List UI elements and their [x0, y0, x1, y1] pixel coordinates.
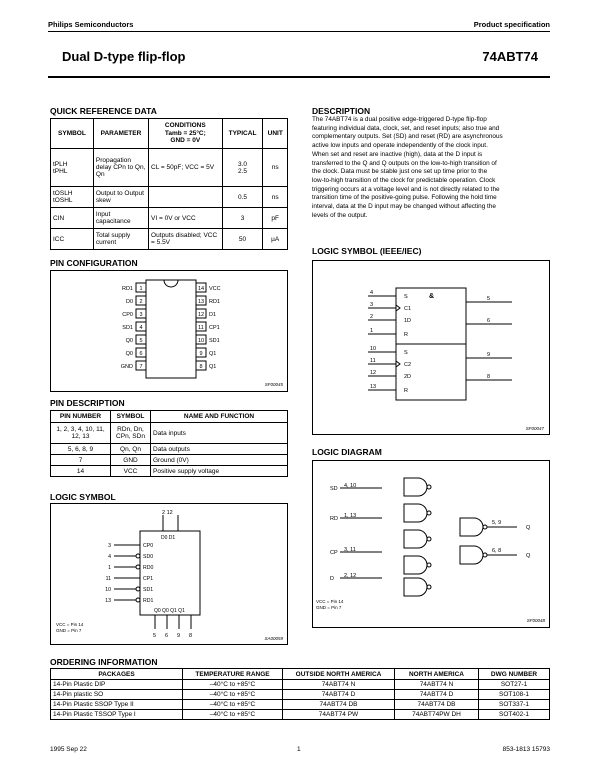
qrd-row: [51, 149, 288, 187]
description-body: [312, 116, 552, 220]
ld-gate-bubble: [483, 525, 487, 529]
pin-number: 1, 2, 3, 4, 10, 11, 12, 13: [51, 423, 111, 444]
pin-number: 5, 6, 8, 9: [51, 444, 111, 455]
qrd-row: [51, 187, 288, 208]
ieee-input-num: 2: [370, 314, 374, 320]
ord-row: 14-Pin Plastic SSOP Type II –40°C to +85°C 74ABT74 DB 74ABT74 DB SOT337-1: [51, 700, 550, 710]
ls-input-num: 13: [105, 598, 111, 604]
pin-label-right: VCC: [209, 286, 221, 292]
pin-number-left: 1: [139, 286, 143, 292]
pin-label-left: RD1: [121, 286, 133, 292]
pin-desc-col2: SYMBOL: [111, 411, 151, 423]
ld-gnd-note: GND = Pin 7: [316, 605, 342, 610]
logic-diagram: [312, 460, 550, 628]
ls-gnd-note: GND = Pin 7: [56, 628, 82, 633]
ld-gate-bubble: [427, 511, 431, 515]
ieee-input-num: 12: [370, 370, 377, 376]
qrd-cond: Outputs disabled; VCC = 5.5V: [149, 229, 223, 250]
ls-output-num: 6: [165, 633, 169, 639]
description-heading: DESCRIPTION: [312, 106, 371, 116]
ls-input-num: 4: [108, 554, 111, 560]
pin-config-diagram: [50, 270, 288, 392]
ieee-input-num: 4: [370, 290, 374, 296]
part-number: 74ABT74: [482, 49, 538, 64]
pin-label-left: Q0: [125, 351, 133, 357]
pin-desc-col1: PIN NUMBER: [51, 411, 111, 423]
qrd-param: Total supply current: [93, 229, 148, 250]
footer-code: 853-1813 15793: [502, 746, 550, 753]
qrd-unit: µA: [263, 229, 288, 250]
ls-code: SA00059: [264, 636, 283, 641]
description-line: low-to-high transition of the clock for predictable operation. Clock: [312, 176, 496, 184]
page-title: Dual D-type flip-flop: [62, 49, 186, 64]
description-line: transferred to the Q and Q outputs on the low-to-high transition of: [312, 159, 497, 167]
ord-col: NORTH AMERICA: [395, 669, 479, 680]
pin-label-right: D1: [209, 312, 217, 318]
ld-nand-gate: [404, 556, 427, 574]
ls-bubble: [136, 587, 140, 591]
pin-number-right: 9: [199, 351, 203, 357]
ls-input-label: SD1: [143, 587, 154, 593]
ieee-input-num: 13: [370, 384, 377, 390]
pin-label-left: GND: [120, 364, 133, 370]
ieee-output-num: 5: [487, 296, 491, 302]
logic-symbol-diagram: [50, 503, 288, 645]
ieee-clock-mark: [396, 361, 400, 367]
pin-label-left: CP0: [122, 312, 133, 318]
footer-page: 1: [297, 746, 301, 753]
pin-number: 14: [51, 466, 111, 477]
qrd-symbol: CIN: [51, 208, 94, 229]
pin-number-left: 7: [139, 364, 143, 370]
ld-input-name: D: [330, 576, 334, 582]
ieee-heading: LOGIC SYMBOL (IEEE/IEC): [312, 246, 422, 256]
pin-desc-col3: NAME AND FUNCTION: [151, 411, 288, 423]
ld-qn-pins: 6, 8: [492, 548, 502, 554]
ld-input-name: RD: [330, 516, 338, 522]
pin-number-left: 6: [139, 351, 143, 357]
description-line: triggering occurs at a voltage level and is not directly related to the: [312, 185, 500, 193]
company-name: Philips Semiconductors: [48, 20, 134, 29]
qrd-cond: [149, 187, 223, 208]
logic-diagram-heading: LOGIC DIAGRAM: [312, 447, 382, 457]
ls-input-num: 10: [105, 587, 111, 593]
ieee-input-label: S: [404, 294, 408, 300]
ld-input-name: SD: [330, 486, 338, 492]
ld-nand-gate: [404, 478, 427, 496]
description-line: When set and reset are inactive (high), data at the D input is: [312, 150, 483, 158]
ieee-input-label: R: [404, 388, 408, 394]
qrd-unit: ns: [263, 149, 288, 187]
ld-qn-label: Q: [526, 553, 531, 559]
description-line: interval, data at the D input may be changed without affecting the: [312, 203, 496, 211]
pin-number-left: 3: [139, 312, 143, 318]
pin-label-left: Q0: [125, 338, 133, 344]
qrd-row: [51, 208, 288, 229]
ls-input-label: RD0: [143, 565, 154, 571]
ls-output-num: 5: [153, 633, 157, 639]
qrd-table: [50, 118, 288, 250]
ieee-input-num: 11: [370, 358, 376, 364]
pin-number-left: 2: [139, 299, 143, 305]
ld-q-label: Q: [526, 525, 531, 531]
pin-function: Data inputs: [151, 423, 288, 444]
ls-output-num: 8: [189, 633, 193, 639]
ls-output-num: 9: [177, 633, 181, 639]
qrd-typ: 50: [222, 229, 263, 250]
ld-input-pins: 4, 10: [344, 483, 357, 489]
ieee-input-label: C2: [404, 362, 412, 368]
pin-symbol: GND: [111, 455, 151, 466]
pin-config-heading: PIN CONFIGURATION: [50, 258, 138, 268]
pin-label-left: D0: [125, 299, 133, 305]
pin-number: 7: [51, 455, 111, 466]
description-line: the clock. Data must be stable just one set up time prior to the: [312, 168, 488, 176]
qrd-param: Propagation delay CPn to Qn, Qn: [93, 149, 148, 187]
description-line: active low inputs and operate independently of the clock input.: [312, 142, 488, 150]
qrd-typ: 3: [222, 208, 263, 229]
ld-nand-gate: [404, 504, 427, 522]
pin-number-left: 5: [139, 338, 143, 344]
ld-nand-gate: [460, 546, 483, 564]
ld-gate-bubble: [427, 537, 431, 541]
ld-input-pins: 1, 13: [344, 513, 357, 519]
pin-symbol: RDn, Dn, CPn, SDn: [111, 423, 151, 444]
pin-label-left: SD1: [122, 325, 133, 331]
qrd-symbol: ICC: [51, 229, 94, 250]
pin-label-right: Q1: [209, 364, 217, 370]
pin-function: Positive supply voltage: [151, 466, 288, 477]
pin-number-right: 10: [197, 338, 205, 344]
ld-gate-bubble: [483, 553, 487, 557]
qrd-typ: 0.5: [222, 187, 263, 208]
qrd-unit: pF: [263, 208, 288, 229]
description-line: The 74ABT74 is a dual positive edge-triggered D-type flip-flop: [312, 116, 487, 123]
pin-number-right: 13: [197, 299, 205, 305]
ieee-input-label: C1: [404, 306, 412, 312]
ieee-output-num: 6: [487, 318, 491, 324]
ord-col: TEMPERATURE RANGE: [183, 669, 283, 680]
footer-date: 1995 Sep 22: [50, 746, 87, 753]
ieee-code: SF00047: [525, 426, 544, 431]
qrd-typ: 3.0 2.5: [222, 149, 263, 187]
qrd-row: [51, 229, 288, 250]
ls-input-label: RD1: [143, 598, 154, 604]
ls-input-label: CP1: [143, 576, 154, 582]
ld-input-pins: 2, 12: [344, 573, 357, 579]
pin-label-right: Q1: [209, 351, 217, 357]
pin-function: Ground (0V): [151, 455, 288, 466]
ieee-input-num: 1: [370, 328, 374, 334]
pin-desc-row: [51, 423, 288, 444]
qrd-unit: ns: [263, 187, 288, 208]
pin-desc-row: [51, 444, 288, 455]
ld-input-name: CP: [330, 550, 338, 556]
ieee-input-label: 1D: [404, 318, 412, 324]
pin-label-right: RD1: [209, 299, 221, 305]
qrd-symbol: tPLH tPHL: [51, 149, 94, 187]
ieee-clock-mark: [396, 305, 400, 311]
qrd-param: Input capacitance: [93, 208, 148, 229]
ld-nand-gate: [460, 518, 483, 536]
ieee-input-label: R: [404, 332, 408, 338]
pin-label-right: SD1: [209, 338, 220, 344]
ord-col: DWG NUMBER: [479, 669, 550, 680]
pin-number-right: 14: [197, 286, 205, 292]
ld-gate-bubble: [427, 585, 431, 589]
header-rule: [48, 31, 550, 32]
ls-input-num: 11: [105, 576, 111, 582]
ls-bottom-labels: Q0 Q0 Q1 Q1: [154, 608, 185, 614]
ld-input-pins: 3, 11: [344, 547, 356, 553]
ordering-heading: ORDERING INFORMATION: [50, 657, 158, 667]
ieee-input-label: S: [404, 350, 408, 356]
description-line: levels of the output.: [312, 211, 368, 219]
ls-top-labels: D0 D1: [161, 535, 176, 541]
qrd-col-cond: CONDITIONS Tamb = 25°C; GND = 0V: [149, 119, 223, 149]
ieee-input-label: 2D: [404, 374, 412, 380]
qrd-param: Output to Output skew: [93, 187, 148, 208]
ld-q-pins: 5, 9: [492, 520, 502, 526]
ls-input-label: CP0: [143, 543, 154, 549]
ord-row: 14-Pin Plastic TSSOP Type I –40°C to +85°C 74ABT74 PW 74ABT74PW DH SOT402-1: [51, 710, 550, 720]
ord-col: PACKAGES: [51, 669, 183, 680]
ieee-input-num: 10: [370, 346, 377, 352]
ls-input-label: SD0: [143, 554, 154, 560]
pin-number-right: 11: [198, 325, 204, 331]
ord-row: 14-Pin plastic SO –40°C to +85°C 74ABT74 D 74ABT74 D SOT108-1: [51, 690, 550, 700]
doc-type: Product specification: [473, 20, 550, 29]
pin-symbol: Qn, Qn: [111, 444, 151, 455]
qrd-col-symbol: SYMBOL: [51, 119, 94, 149]
ld-nand-gate: [404, 530, 427, 548]
description-line: transition time of the positive-going pulse. Following the hold time: [312, 194, 497, 202]
description-line: complementary outputs. Set (SD) and reset (RD) are asynchronous: [312, 133, 503, 141]
qrd-cond: CL = 50pF; VCC = 5V: [149, 149, 223, 187]
logic-symbol-heading: LOGIC SYMBOL: [50, 492, 116, 502]
ieee-input-num: 3: [370, 302, 374, 308]
ls-bubble: [136, 554, 140, 558]
ls-vcc-note: VCC = Pin 14: [56, 622, 84, 627]
qrd-cond: VI = 0V or VCC: [149, 208, 223, 229]
qrd-col-param: PARAMETER: [93, 119, 148, 149]
description-line: featuring individual data, clock, set, and reset inputs; also true and: [312, 124, 500, 132]
ld-nand-gate: [404, 578, 427, 596]
ordering-table: [50, 668, 550, 720]
title-rule: [48, 76, 550, 78]
ord-row: 14-Pin Plastic DIP –40°C to +85°C 74ABT74 N 74ABT74 N SOT27-1: [51, 680, 550, 690]
pin-config-code: SF00045: [264, 382, 283, 387]
pin-number-right: 8: [199, 364, 203, 370]
ieee-diagram: [312, 260, 550, 435]
pin-symbol: VCC: [111, 466, 151, 477]
ieee-amp: &: [429, 293, 435, 300]
pin-label-right: CP1: [209, 325, 220, 331]
qrd-col-unit: UNIT: [263, 119, 288, 149]
ls-bubble: [136, 565, 140, 569]
ord-col: OUTSIDE NORTH AMERICA: [283, 669, 395, 680]
qrd-col-typ: TYPICAL: [222, 119, 263, 149]
pin-desc-table: [50, 410, 288, 477]
ld-vcc-note: VCC = Pin 14: [316, 599, 344, 604]
pin-number-right: 12: [197, 312, 205, 318]
pin-desc-row: [51, 455, 288, 466]
ld-gate-bubble: [427, 485, 431, 489]
ls-top-nums: 2 12: [162, 510, 173, 516]
ld-code: SF00048: [526, 618, 545, 623]
qrd-symbol: tOSLH tOSHL: [51, 187, 94, 208]
qrd-heading: QUICK REFERENCE DATA: [50, 106, 157, 116]
pin-function: Data outputs: [151, 444, 288, 455]
pin-number-left: 4: [139, 325, 143, 331]
pin-desc-row: [51, 466, 288, 477]
ls-input-num: 1: [108, 565, 111, 571]
ld-gate-bubble: [427, 563, 431, 567]
ls-bubble: [136, 598, 140, 602]
ls-input-num: 3: [108, 543, 111, 549]
pin-desc-heading: PIN DESCRIPTION: [50, 398, 125, 408]
ieee-output-num: 9: [487, 352, 491, 358]
ieee-output-num: 8: [487, 374, 491, 380]
